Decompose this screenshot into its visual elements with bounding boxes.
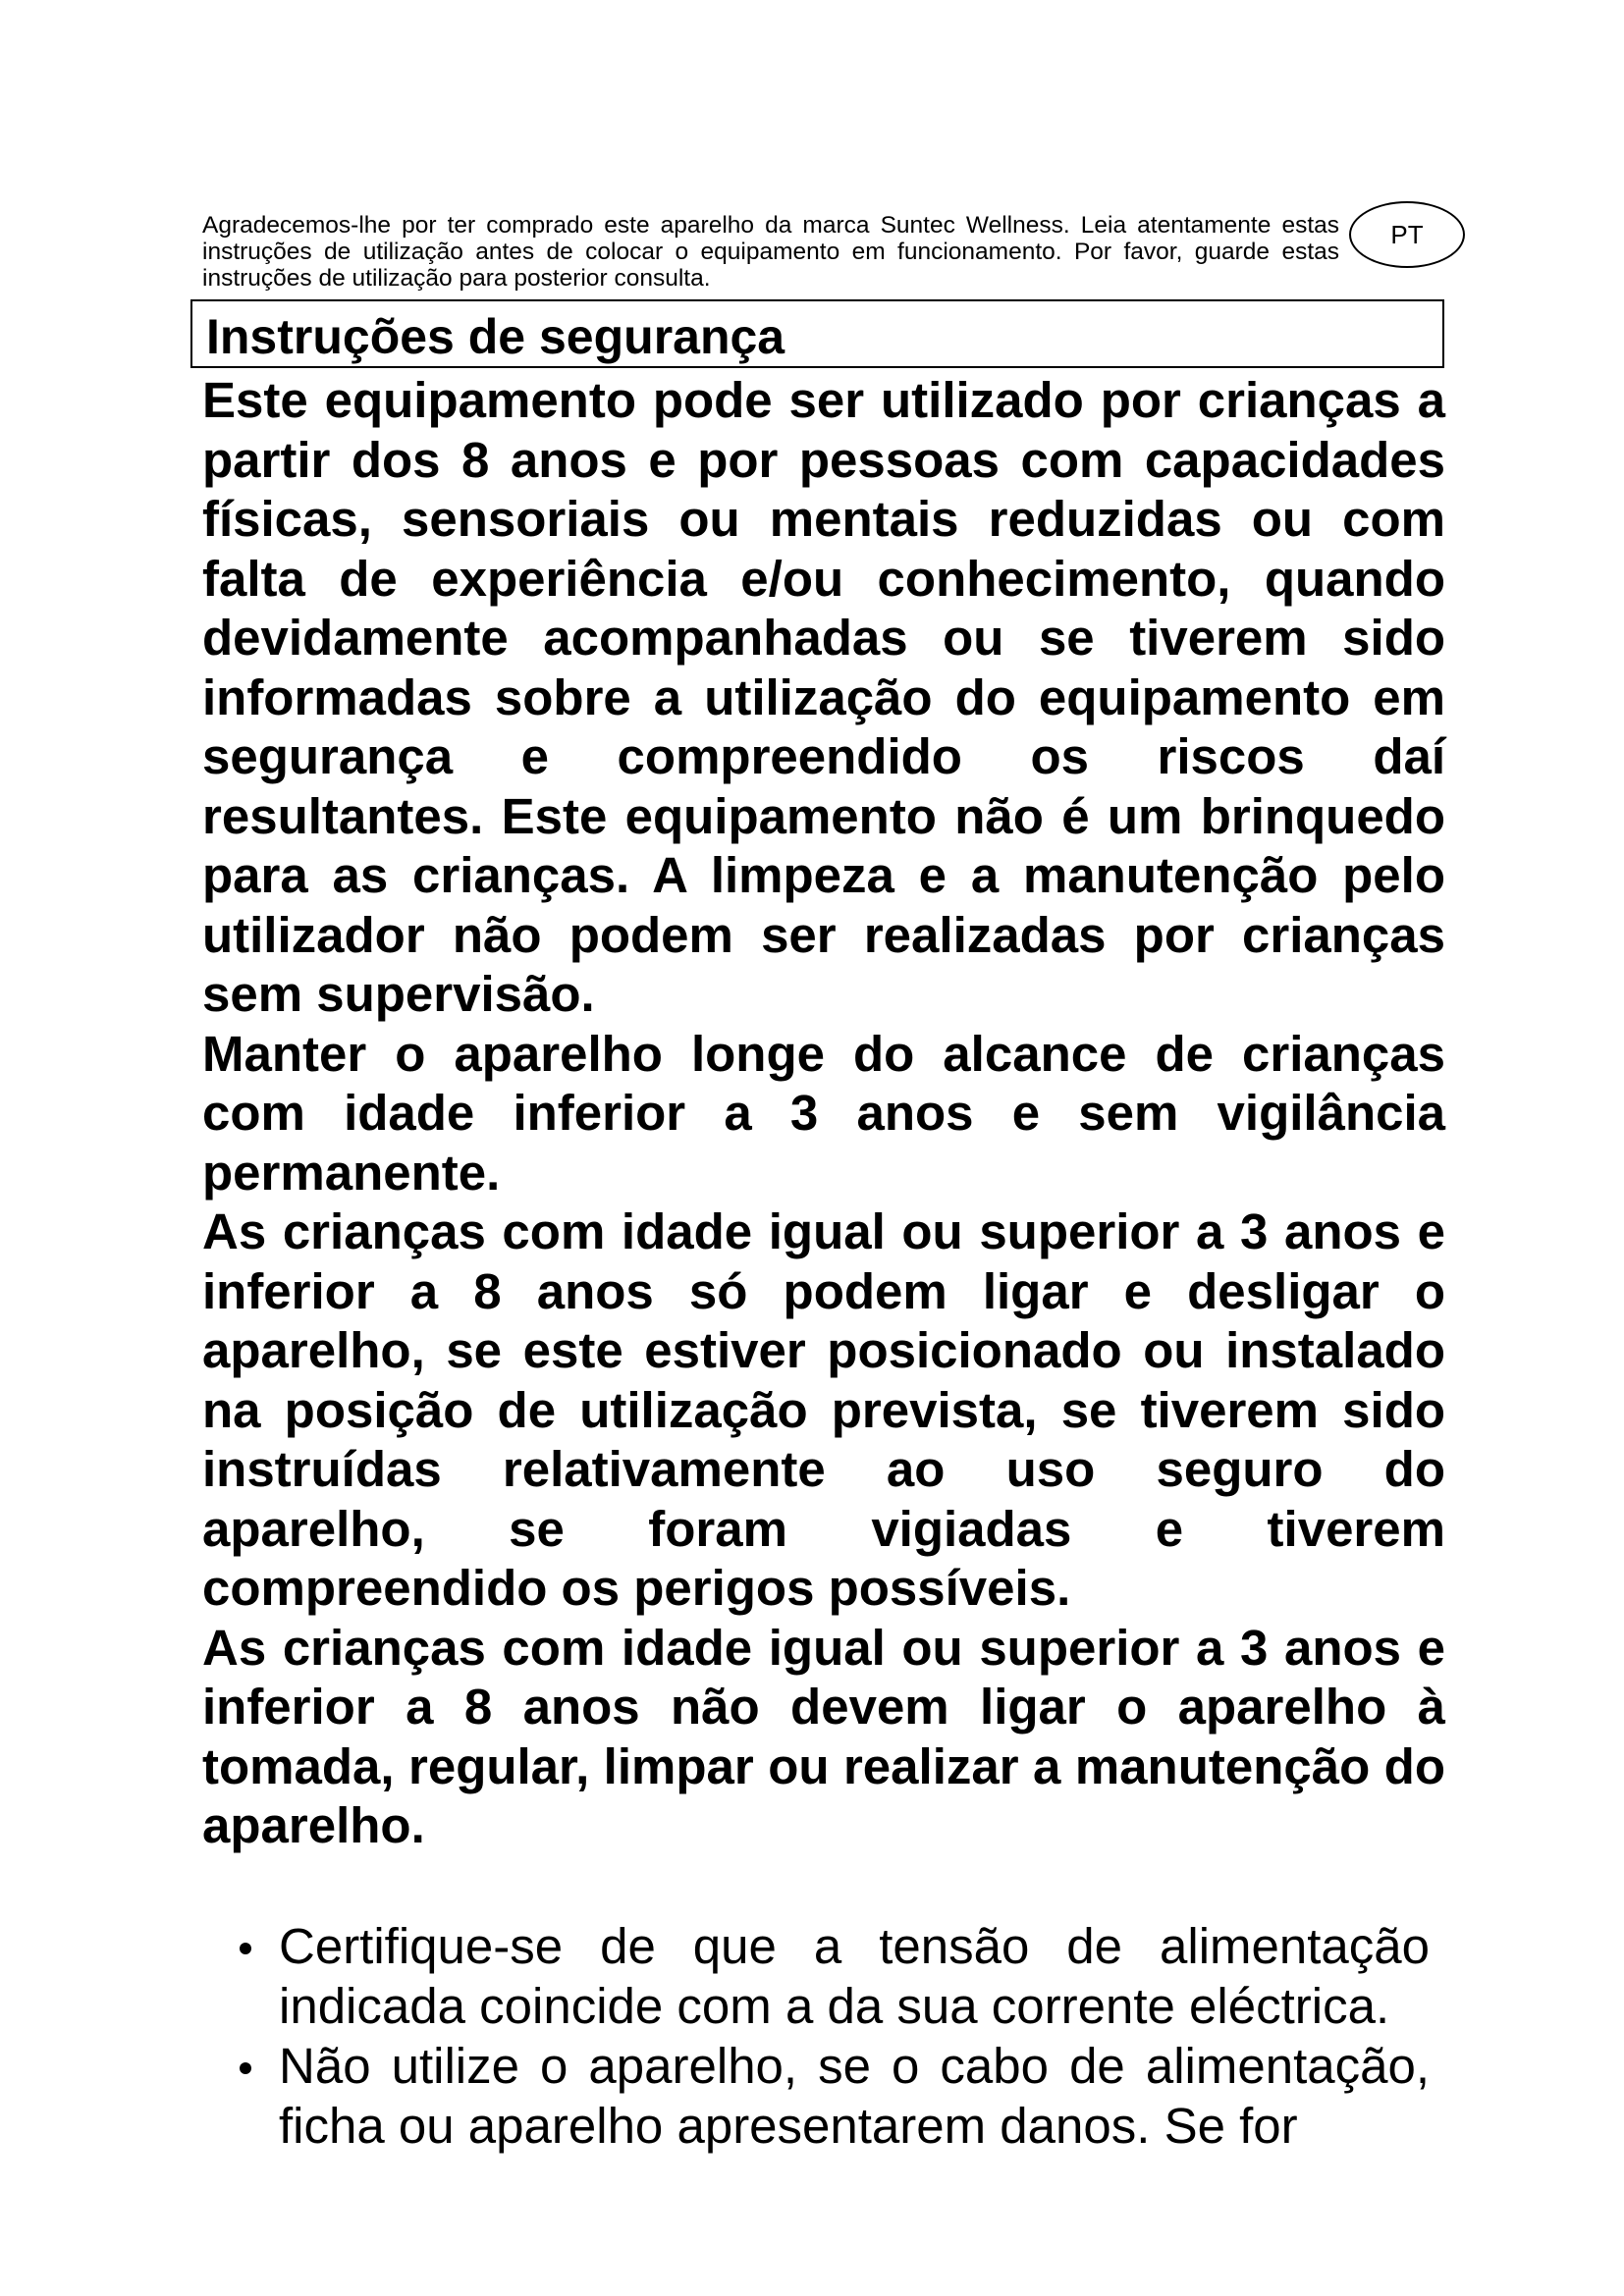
bullet-item xyxy=(202,1916,1430,2036)
bullet-dot-icon xyxy=(240,2062,251,2074)
language-badge-label: PT xyxy=(1390,219,1424,249)
safety-bullet-list xyxy=(202,1916,1430,2156)
safety-paragraph: As crianças com idade igual ou superior a 3 anos e inferior a 8 anos só podem ligar e desligar o aparelho, se este estiver posicionado ou instalado na posição de utilização prevista, se tiverem sido instruídas relativamente ao uso seguro do aparelho, se foram vigiadas e tiverem compreendido os perigos possíveis. xyxy=(202,1203,1445,1616)
bullet-text: Não utilize o aparelho, se o cabo de alimentação, ficha ou aparelho apresentarem danos. Se for xyxy=(279,2038,1430,2154)
safety-paragraph: Manter o aparelho longe do alcance de crianças com idade inferior a 3 anos e sem vigilância permanente. xyxy=(202,1025,1445,1201)
safety-paragraph: Este equipamento pode ser utilizado por crianças a partir dos 8 anos e por pessoas com capacidades físicas, sensoriais ou mentais reduzidas ou com falta de experiência e/ou conhecimento, quando devidamente acompanhadas ou se tiverem sido informadas sobre a utilização do equipamento em segurança e compreendido os riscos daí resultantes. Este equipamento não é um brinquedo para as crianças. A limpeza e a manutenção pelo utilizador não podem ser realizadas por crianças sem supervisão. xyxy=(202,372,1445,1022)
safety-paragraphs xyxy=(202,371,1445,1856)
section-heading-box xyxy=(190,299,1444,368)
bullet-text: Certifique-se de que a tensão de alimentação indicada coincide com a da sua corrente eléctrica. xyxy=(279,1918,1430,2034)
bullet-dot-icon xyxy=(240,1943,251,1954)
section-title: Instruções de segurança xyxy=(206,309,785,364)
bullet-item xyxy=(202,2036,1430,2156)
safety-paragraph: As crianças com idade igual ou superior a 3 anos e inferior a 8 anos não devem ligar o aparelho à tomada, regular, limpar ou realizar a manutenção do aparelho. xyxy=(202,1619,1445,1853)
intro-text: Agradecemos-lhe por ter comprado este aparelho da marca Suntec Wellness. Leia atentamente estas instruções de utilização antes de colocar o equipamento em funcionamento. Por favor, guarde estas instruções de utilização para posterior consulta. xyxy=(202,212,1339,292)
language-badge xyxy=(1349,201,1465,268)
